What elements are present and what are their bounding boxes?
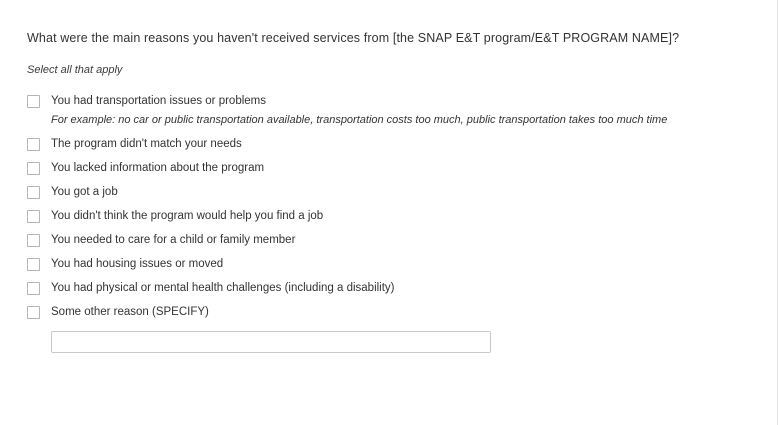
option-care-for-child-or-family[interactable] <box>27 233 727 248</box>
option-body <box>51 137 242 152</box>
option-body <box>51 257 223 272</box>
option-label: You had housing issues or moved <box>51 258 224 270</box>
option-program-didnt-match-needs[interactable] <box>27 137 727 152</box>
option-got-a-job[interactable] <box>27 185 727 200</box>
option-transportation-issues[interactable] <box>27 94 727 128</box>
option-label: You got a job <box>51 186 118 198</box>
checkbox-some-other-reason[interactable] <box>27 306 40 319</box>
checkbox-transportation-issues[interactable] <box>27 95 40 108</box>
option-body <box>51 94 667 128</box>
option-lacked-information[interactable] <box>27 161 727 176</box>
option-label: The program didn't match your needs <box>51 138 242 150</box>
option-label: You lacked information about the program <box>51 162 265 174</box>
option-health-challenges[interactable] <box>27 281 727 296</box>
option-label: You didn't think the program would help you find a job <box>51 210 324 222</box>
checkbox-program-wouldnt-help-find-job[interactable] <box>27 210 40 223</box>
specify-row <box>51 331 727 353</box>
checkbox-care-for-child-or-family[interactable] <box>27 234 40 247</box>
option-housing-issues-or-moved[interactable] <box>27 257 727 272</box>
option-body <box>51 161 264 176</box>
option-body <box>51 185 118 200</box>
question-text: What were the main reasons you haven't received services from [the SNAP E&T program/E&T PROGRAM NAME]? <box>27 31 680 45</box>
option-label: Some other reason (SPECIFY) <box>51 306 209 318</box>
specify-other-reason-input[interactable] <box>51 331 491 353</box>
option-example-text: For example: no car or public transportation available, transportation costs too much, public transportation takes too much time <box>51 114 668 126</box>
checkbox-got-a-job[interactable] <box>27 186 40 199</box>
option-label: You had physical or mental health challenges (including a disability) <box>51 282 395 294</box>
checkbox-program-didnt-match-needs[interactable] <box>27 138 40 151</box>
option-label: You needed to care for a child or family member <box>51 234 296 246</box>
option-program-wouldnt-help-find-job[interactable] <box>27 209 727 224</box>
checkbox-lacked-information[interactable] <box>27 162 40 175</box>
option-label: You had transportation issues or problems <box>51 95 267 107</box>
option-body <box>51 305 209 320</box>
checkbox-health-challenges[interactable] <box>27 282 40 295</box>
instruction-text: Select all that apply <box>27 64 123 76</box>
option-some-other-reason[interactable] <box>27 305 727 320</box>
option-body <box>51 233 295 248</box>
survey-content <box>27 30 727 353</box>
checkbox-housing-issues-or-moved[interactable] <box>27 258 40 271</box>
option-body <box>51 209 323 224</box>
options-list <box>27 94 727 320</box>
option-body <box>51 281 395 296</box>
